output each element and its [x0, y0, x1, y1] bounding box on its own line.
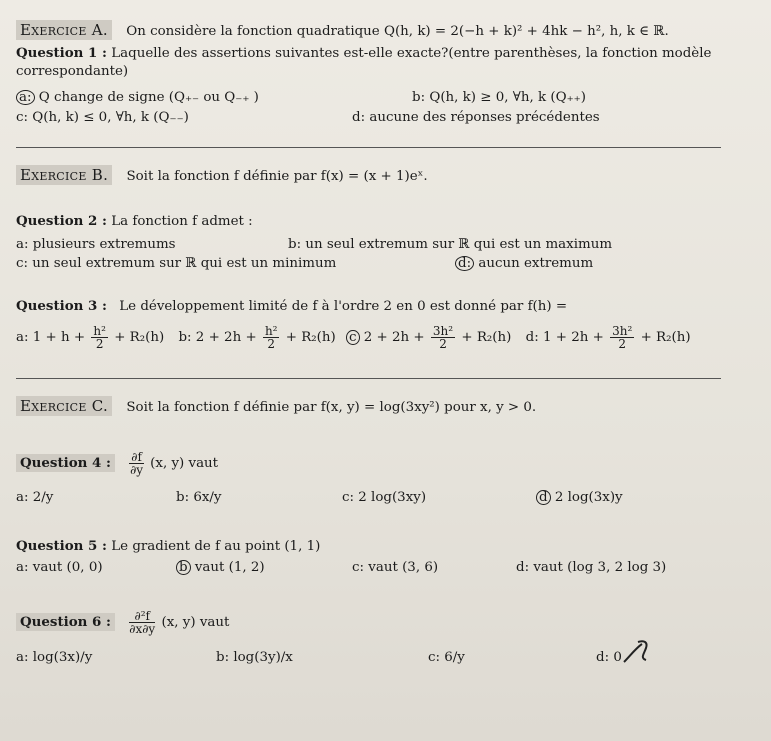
exercise-c-header [16, 398, 536, 416]
q3-option-d-post: + R₂(h) [640, 330, 691, 345]
q5-option-c: c: vaut (3, 6) [352, 560, 439, 575]
q3-option-c-pre: 2 + 2h + [363, 330, 425, 345]
q3-option-a [16, 324, 168, 351]
q4-option-a: a: 2/y [16, 490, 54, 505]
question-1-text-cont: correspondante) [16, 64, 129, 79]
q4-derivative [129, 451, 144, 476]
q1-option-a [16, 90, 259, 106]
q2-option-d [455, 256, 593, 272]
q5-option-b-text: vaut (1, 2) [194, 560, 265, 575]
q3-b-den: 2 [267, 337, 276, 351]
q3-a-den: 2 [95, 337, 104, 351]
question-4-label: Question 4 : [16, 454, 115, 472]
question-1-line [16, 45, 711, 62]
q4-den: ∂y [130, 463, 144, 477]
q1-option-c: c: Q(h, k) ≤ 0, ∀h, k (Q₋₋) [16, 110, 189, 125]
exercise-a-intro: On considère la fonction quadratique Q(h, k) = 2(−h + k)² + 4hk − h², h, k ∈ ℝ. [126, 24, 669, 39]
q4-option-d-mark: d [536, 490, 551, 505]
q5-option-d: d: vaut (log 3, 2 log 3) [516, 560, 667, 575]
question-3-text: Le développement limité de f à l'ordre 2 en 0 est donné par f(h) = [119, 299, 568, 314]
question-6-text: (x, y) vaut [161, 615, 230, 630]
q3-options-row [16, 323, 691, 353]
exercise-a-title: Exercice A. [16, 20, 112, 40]
q1-option-a-mark: a: [16, 90, 35, 105]
separator-2 [16, 378, 721, 379]
q3-option-b-fraction [263, 325, 280, 350]
question-5-line [16, 538, 320, 555]
q3-option-a-fraction [91, 325, 108, 350]
q3-c-num: 3h² [432, 324, 454, 338]
q6-option-d: d: 0 [596, 650, 622, 665]
q5-option-b-mark: b [176, 560, 191, 575]
q4-option-b: b: 6x/y [176, 490, 222, 505]
q3-option-b [178, 324, 340, 351]
q6-option-a: a: log(3x)/y [16, 650, 93, 665]
q6-derivative [129, 610, 155, 635]
q3-option-a-post: + R₂(h) [114, 330, 165, 345]
exercise-b-title: Exercice B. [16, 165, 112, 185]
q2-option-d-text: aucun extremum [478, 256, 594, 271]
question-5-text: Le gradient de f au point (1, 1) [111, 539, 321, 554]
q3-b-num: h² [264, 324, 278, 338]
q3-option-c [346, 324, 516, 351]
question-2-label: Question 2 : [16, 213, 107, 229]
q4-option-d [536, 490, 623, 506]
q6-num: ∂²f [129, 610, 155, 623]
q3-a-num: h² [93, 324, 106, 338]
question-6-label: Question 6 : [16, 613, 115, 631]
q5-option-a: a: vaut (0, 0) [16, 560, 103, 575]
q5-option-b [176, 560, 265, 576]
handwritten-check-mark [620, 636, 654, 666]
exercise-b-intro: Soit la fonction f définie par f(x) = (x + 1)eˣ. [126, 169, 428, 184]
q1-option-a-text: Q change de signe (Q₊₋ ou Q₋₊ ) [38, 90, 259, 105]
exercise-a-header [16, 22, 669, 40]
q4-option-d-text: 2 log(3x)y [554, 490, 623, 505]
question-3-line [16, 298, 567, 315]
question-1-label: Question 1 : [16, 45, 107, 61]
q2-option-d-mark: d: [455, 256, 474, 271]
question-5-label: Question 5 : [16, 538, 107, 554]
exercise-c-title: Exercice C. [16, 396, 112, 416]
exercise-b-header [16, 167, 428, 185]
q3-d-den: 2 [618, 337, 627, 351]
q3-c-den: 2 [439, 337, 447, 351]
question-1-text: Laquelle des assertions suivantes est-elle exacte?(entre parenthèses, la fonction modèle [111, 46, 712, 61]
q3-option-b-post: + R₂(h) [285, 330, 336, 345]
q6-den: ∂x∂y [129, 622, 156, 636]
q4-num: ∂f [131, 450, 142, 464]
question-4-line [16, 448, 218, 478]
q4-option-c: c: 2 log(3xy) [342, 490, 427, 505]
q3-option-d-pre: d: 1 + 2h + [525, 330, 604, 345]
question-3-label: Question 3 : [16, 298, 107, 314]
question-6-line [16, 607, 229, 637]
q3-option-d-fraction [610, 325, 634, 350]
separator-1 [16, 147, 721, 148]
q6-option-b: b: log(3y)/x [216, 650, 293, 665]
q3-option-b-pre: b: 2 + 2h + [178, 330, 257, 345]
q3-option-c-mark: c [346, 330, 360, 345]
question-4-text: (x, y) vaut [150, 456, 219, 471]
q3-d-num: 3h² [612, 324, 633, 338]
q2-option-a: a: plusieurs extremums [16, 237, 176, 252]
q3-option-a-pre: a: 1 + h + [16, 330, 86, 345]
q3-option-c-fraction [431, 325, 455, 350]
q3-option-d [525, 324, 691, 351]
question-2-line [16, 213, 253, 230]
exercise-c-intro: Soit la fonction f définie par f(x, y) = log(3xy²) pour x, y > 0. [126, 400, 537, 415]
question-2-text: La fonction f admet : [111, 214, 253, 229]
q2-option-b: b: un seul extremum sur ℝ qui est un maximum [288, 237, 613, 252]
q6-option-c: c: 6/y [428, 650, 465, 665]
q1-option-d: d: aucune des réponses précédentes [352, 110, 600, 125]
q1-option-b: b: Q(h, k) ≥ 0, ∀h, k (Q₊₊) [412, 90, 586, 105]
q2-option-c: c: un seul extremum sur ℝ qui est un minimum [16, 256, 337, 271]
q3-option-c-post: + R₂(h) [461, 330, 512, 345]
